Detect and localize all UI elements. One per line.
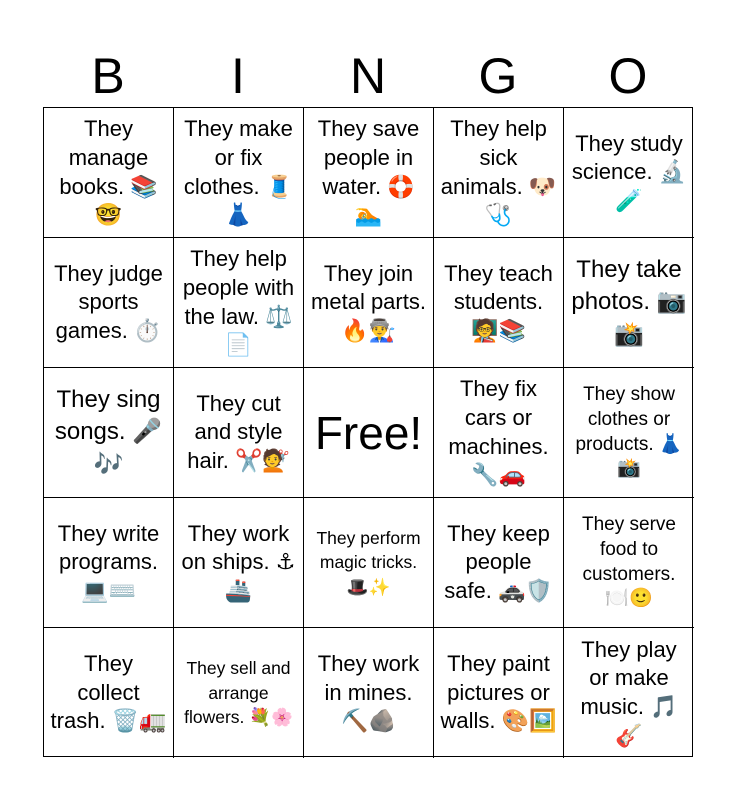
bingo-cell-4-3[interactable] xyxy=(304,498,434,628)
cell-text: They serve food to customers. 🍽️🙂 xyxy=(582,514,676,610)
cell-text: They study science. 🔬🧪 xyxy=(571,130,687,213)
cell-text: They help people with the law. ⚖️📄 xyxy=(182,246,295,358)
bingo-cell-4-2[interactable] xyxy=(174,498,304,628)
bingo-cell-4-1[interactable] xyxy=(44,498,174,628)
bingo-cell-5-1[interactable] xyxy=(44,628,174,758)
bingo-cell-5-2[interactable] xyxy=(174,628,304,758)
cell-text: They fix cars or machines. 🔧🚗 xyxy=(448,376,549,488)
cell-text: They collect trash. 🗑️🚛 xyxy=(50,651,167,734)
cell-text: They make or fix clothes. 🧵👗 xyxy=(183,116,294,228)
cell-text: They sing songs. 🎤🎶 xyxy=(54,385,163,478)
cell-text: They work on ships. ⚓🚢 xyxy=(181,520,296,603)
bingo-cell-4-4[interactable] xyxy=(434,498,564,628)
header-letter-i: I xyxy=(231,48,245,104)
bingo-cell-5-3[interactable] xyxy=(304,628,434,758)
bingo-cell-3-5[interactable] xyxy=(564,368,694,498)
bingo-cell-2-3[interactable] xyxy=(304,238,434,368)
bingo-header xyxy=(43,44,693,108)
cell-text: They join metal parts. 🔥👨‍🏭 xyxy=(311,260,426,343)
bingo-cell-2-1[interactable] xyxy=(44,238,174,368)
cell-text: They write programs. 💻⌨️ xyxy=(57,520,160,603)
bingo-cell-2-5[interactable] xyxy=(564,238,694,368)
cell-text: They cut and style hair. ✂️💇 xyxy=(187,390,290,473)
bingo-cell-1-2[interactable] xyxy=(174,108,304,238)
cell-text: They manage books. 📚🤓 xyxy=(59,116,158,228)
bingo-cell-5-5[interactable] xyxy=(564,628,694,758)
bingo-cell-1-4[interactable] xyxy=(434,108,564,238)
cell-text: They take photos. 📷📸 xyxy=(571,255,687,348)
cell-text: They play or make music. 🎵🎸 xyxy=(580,636,678,748)
cell-text: They keep people safe. 🚓🛡️ xyxy=(444,520,553,603)
header-letter-n: N xyxy=(349,48,387,104)
free-space-text: Free! xyxy=(314,406,423,459)
cell-text: They show clothes or products. 👗📸 xyxy=(575,384,683,480)
cell-text: They paint pictures or walls. 🎨🖼️ xyxy=(440,651,557,734)
bingo-cell-1-1[interactable] xyxy=(44,108,174,238)
bingo-cell-1-5[interactable] xyxy=(564,108,694,238)
cell-text: They save people in water. 🛟🏊 xyxy=(317,116,420,228)
bingo-cell-4-5[interactable] xyxy=(564,498,694,628)
bingo-cell-5-4[interactable] xyxy=(434,628,564,758)
bingo-cell-1-3[interactable] xyxy=(304,108,434,238)
cell-text: They teach students. 🧑‍🏫📚 xyxy=(444,260,553,343)
header-letter-o: O xyxy=(608,48,648,104)
cell-text: They perform magic tricks. 🎩✨ xyxy=(316,527,421,597)
cell-text: They judge sports games. ⏱️ xyxy=(54,260,163,343)
bingo-cell-3-2[interactable] xyxy=(174,368,304,498)
bingo-cell-3-1[interactable] xyxy=(44,368,174,498)
bingo-cell-3-4[interactable] xyxy=(434,368,564,498)
cell-text: They work in mines. ⛏️🪨 xyxy=(317,651,420,734)
cell-text: They help sick animals. 🐶🩺 xyxy=(440,116,557,228)
cell-text: They sell and arrange flowers. 💐🌸 xyxy=(184,658,293,728)
bingo-cell-2-2[interactable] xyxy=(174,238,304,368)
bingo-card xyxy=(43,107,693,757)
bingo-cell-free[interactable] xyxy=(304,368,434,498)
header-letter-g: G xyxy=(478,48,518,104)
bingo-cell-2-4[interactable] xyxy=(434,238,564,368)
header-letter-b: B xyxy=(91,48,125,104)
